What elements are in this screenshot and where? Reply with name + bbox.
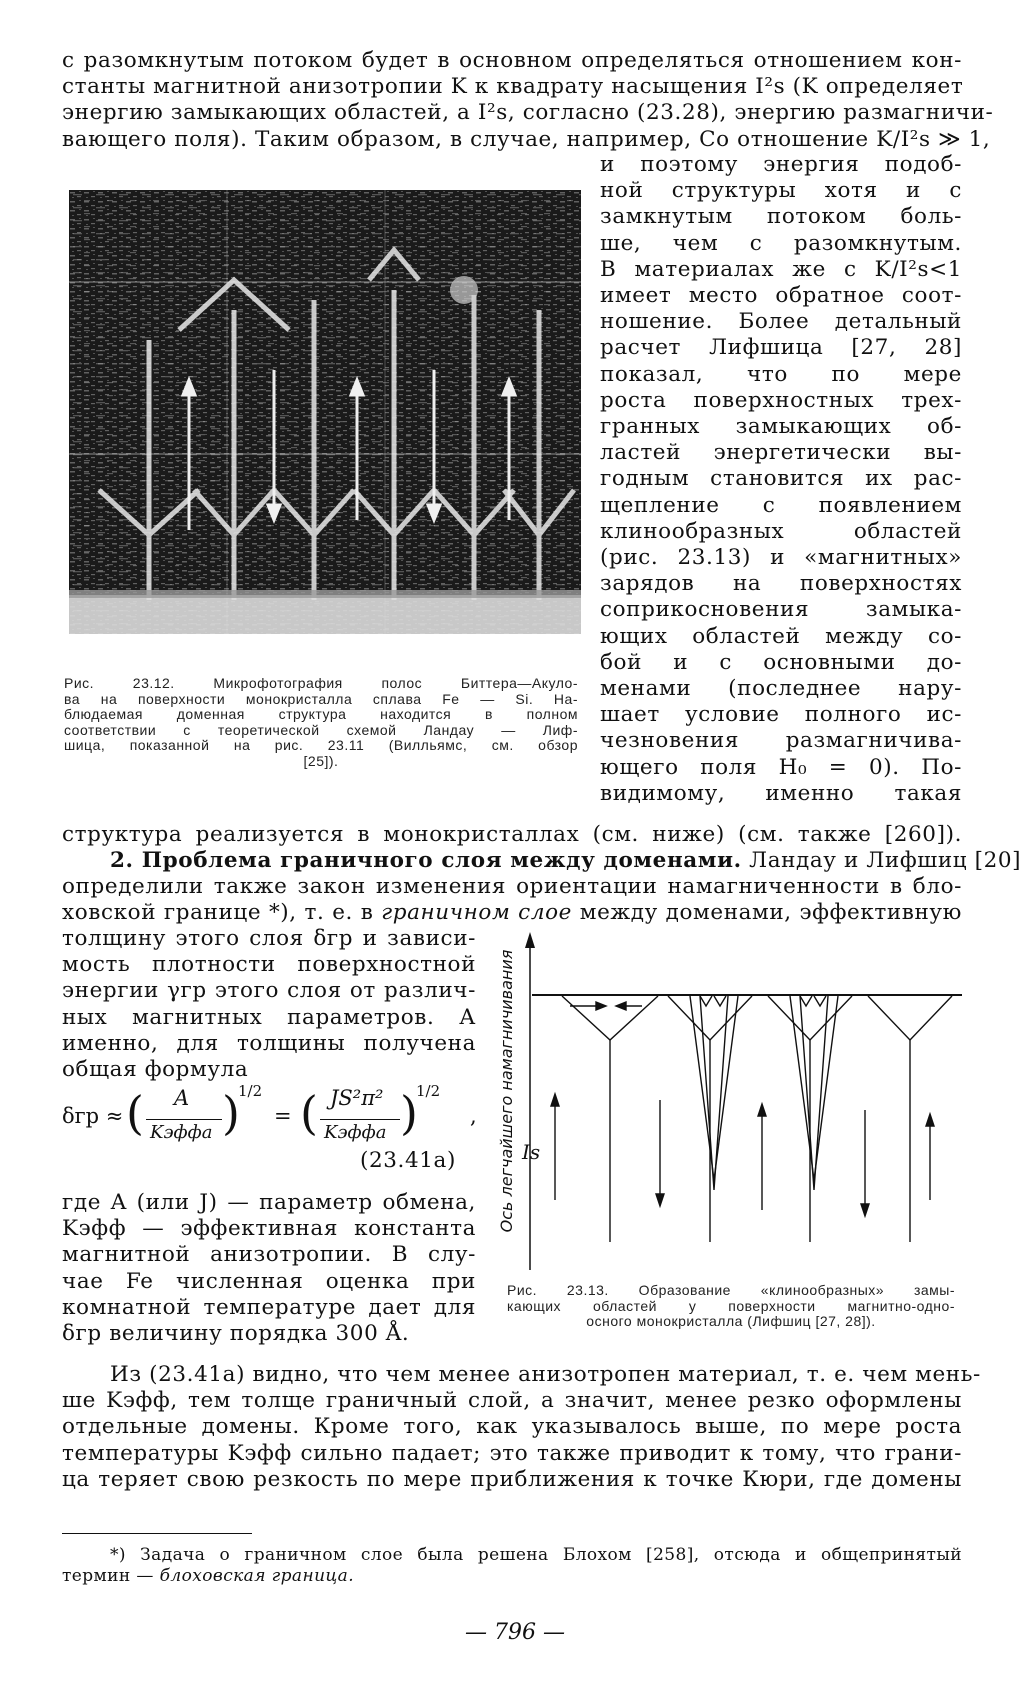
text-line: ше Kэфф, тем толще граничный слой, а значит, менее резко оформлены <box>62 1388 962 1414</box>
text-line: ющих областей между со- <box>600 623 962 649</box>
fraction-bar <box>146 1119 222 1120</box>
text-line: ных магнитных параметров. А <box>62 1004 476 1030</box>
text-line: вающего поля). Таким образом, в случае, например, Co отношение K/I²s ≫ 1, <box>62 126 991 152</box>
frac1-numerator: A <box>174 1086 190 1110</box>
figure-23-12-micrograph <box>69 190 581 634</box>
text-line: (рис. 23.13) и «магнитных» <box>600 545 962 571</box>
caption-line: [25]). <box>303 752 339 769</box>
text-line: ца теряет свою резкость по мере приближения к точке Кюри, где домены <box>62 1466 962 1492</box>
text-span: Ландау и Лифшиц [20] <box>741 848 1022 873</box>
text-line: ше, чем с разомкнутым. <box>600 230 962 256</box>
section-2-heading-line <box>62 848 1022 874</box>
text-line: замкнутым потоком боль- <box>600 204 962 230</box>
text-line: показал, что по мере <box>600 361 962 387</box>
text-line: расчет Лифшица [27, 28] <box>600 335 962 361</box>
fraction-bar <box>320 1119 400 1120</box>
text-line: и поэтому энергия подоб- <box>600 152 962 177</box>
text-line: температуры Kэфф сильно падает; это также приводит к тому, что грани- <box>62 1440 962 1466</box>
text-line: годным становится их рас- <box>600 466 962 492</box>
closure-triangle <box>868 996 952 1040</box>
mid-line <box>62 822 962 848</box>
page-number: — 796 — <box>465 1620 565 1645</box>
text-line: чезновения размагничива- <box>600 728 962 754</box>
text-line: отдельные домены. Кроме того, как указывалось выше, по мере роста <box>62 1414 962 1440</box>
text-line: чае Fe численная оценка при <box>62 1268 476 1294</box>
caption-line: блюдаемая доменная структура находится в полном <box>64 706 578 722</box>
formula-lhs: δгр ≈ <box>62 1104 124 1128</box>
text-line: δгр величину порядка 300 Å. <box>62 1321 410 1347</box>
frac1-denominator: Kэффa <box>150 1122 213 1143</box>
text-line: ной структуры хотя и с <box>600 178 962 204</box>
text-line: клинообразных областей <box>600 518 962 544</box>
text-line: бой и с основными до- <box>600 649 962 675</box>
text-line: где A (или J) — параметр обмена, <box>62 1190 476 1215</box>
left-column-text-2 <box>62 1190 476 1347</box>
footnote-line <box>62 1566 962 1587</box>
text-line: комнатной температуре дает для <box>62 1294 476 1320</box>
text-line: определили также закон изменения ориентации намагниченности в бло- <box>62 874 962 900</box>
text-line: зарядов на поверхностях <box>600 571 962 597</box>
footnote-line: *) Задача о граничном слое была решена Блохом [258], отсюда и общепринятый <box>110 1545 962 1565</box>
text-span: термин — <box>62 1566 160 1586</box>
wedge-domain <box>790 996 838 1180</box>
equals-sign: = <box>274 1104 292 1128</box>
text-line: менами (последнее нару- <box>600 676 962 702</box>
left-column-text <box>62 926 476 1083</box>
text-line: станты магнитной анизотропии K к квадрату насыщения I²s (K определяет <box>62 74 964 100</box>
footnote-divider <box>62 1533 252 1534</box>
caption-line: Рис. 23.13. Образование «клинообразных» замы- <box>507 1282 955 1298</box>
caption-line: осного монокристалла (Лифшиц [27, 28]). <box>586 1313 876 1329</box>
closure-triangle <box>668 996 752 1040</box>
text-line: энергии γгр этого слоя от различ- <box>62 978 476 1004</box>
final-paragraph <box>62 1362 981 1493</box>
text-line: соприкосновения замыка- <box>600 597 962 623</box>
text-line: Kэфф — эффективная константа <box>62 1216 476 1242</box>
caption-line: Рис. 23.12. Микрофотография полос Биттера—Акуло- <box>64 675 578 691</box>
exponent: 1/2 <box>238 1082 263 1100</box>
text-line: гранных замыкающих об- <box>600 414 962 440</box>
italic-term: граничном слое <box>381 900 572 926</box>
figure-23-12-caption <box>64 676 578 769</box>
right-column-text <box>600 152 962 807</box>
text-line: шает условие полного ис- <box>600 702 962 728</box>
text-span: ховской границе *), т. е. в <box>62 900 382 926</box>
domain-micrograph-image <box>69 190 581 634</box>
closure-triangle <box>768 996 852 1040</box>
text-line: магнитной анизотропии. В слу- <box>62 1242 476 1268</box>
caption-line: соответствии с теоретической схемой Ландау — Лиф- <box>64 721 578 738</box>
wedge-domains-diagram <box>500 930 970 1280</box>
equation-number: (23.41а) <box>360 1148 456 1173</box>
text-line: с разомкнутым потоком будет в основном определяться отношением кон- <box>62 48 962 73</box>
text-line: ющего поля H₀ = 0). По- <box>600 754 962 780</box>
text-line: Из (23.41а) видно, что чем менее анизотропен материал, т. е. чем мень- <box>110 1362 981 1387</box>
caption-line: шица, показанной на рис. 23.11 (Вилльямс, см. обзор <box>64 737 578 753</box>
text-line: мость плотности поверхностной <box>62 952 476 978</box>
text-line: видимому, именно такая <box>600 780 962 806</box>
frac2-denominator: Kэффa <box>324 1122 387 1143</box>
paren-close: ) <box>400 1086 418 1140</box>
closure-triangle <box>562 996 658 1040</box>
figure-23-13-caption <box>507 1283 955 1330</box>
text-line: ластей энергетически вы- <box>600 440 962 466</box>
wedge-domain <box>690 996 738 1180</box>
text-line: общая формула <box>62 1057 249 1083</box>
text-line: энергию замыкающих областей, а I²s, согласно (23.28), энергию размагничи- <box>62 100 994 126</box>
text-line: именно, для толщины получена <box>62 1030 476 1056</box>
text-span: между доменами, эффективную <box>571 900 962 926</box>
frac2-numerator: JS²π² <box>330 1086 384 1110</box>
caption-line: ва на поверхности монокристалла сплава Fe — Si. На- <box>64 690 578 707</box>
section-2-heading: 2. Проблема граничного слоя между доменами. <box>110 848 742 873</box>
paren-open: ( <box>126 1086 144 1140</box>
paren-open: ( <box>300 1086 318 1140</box>
text-line: В материалах же с K/I²s<1 <box>600 256 962 282</box>
text-line: имеет место обратное соот- <box>600 283 962 309</box>
formula-comma: , <box>470 1104 477 1128</box>
figure-23-13-diagram <box>497 930 970 1280</box>
paren-close: ) <box>222 1086 240 1140</box>
caption-line: кающих областей у поверхности магнитно-одно- <box>507 1297 955 1314</box>
text-line: щепление с появлением <box>600 492 962 518</box>
easy-axis-label: Ось легчайшего намагничивания <box>497 949 516 1233</box>
italic-term: блоховская граница. <box>159 1566 355 1586</box>
top-paragraph <box>62 48 994 153</box>
text-line: структура реализуется в монокристаллах (см. ниже) (см. также [260]). <box>62 822 962 847</box>
axis-arrow-icon <box>525 932 535 948</box>
section-2-paragraph <box>62 848 1022 927</box>
text-line: роста поверхностных трех- <box>600 387 962 413</box>
is-label: Is <box>522 1140 541 1164</box>
footnote <box>62 1545 962 1587</box>
text-line: ношение. Более детальный <box>600 309 962 335</box>
text-line: толщину этого слоя δгр и зависи- <box>62 926 476 951</box>
exponent: 1/2 <box>416 1082 441 1100</box>
